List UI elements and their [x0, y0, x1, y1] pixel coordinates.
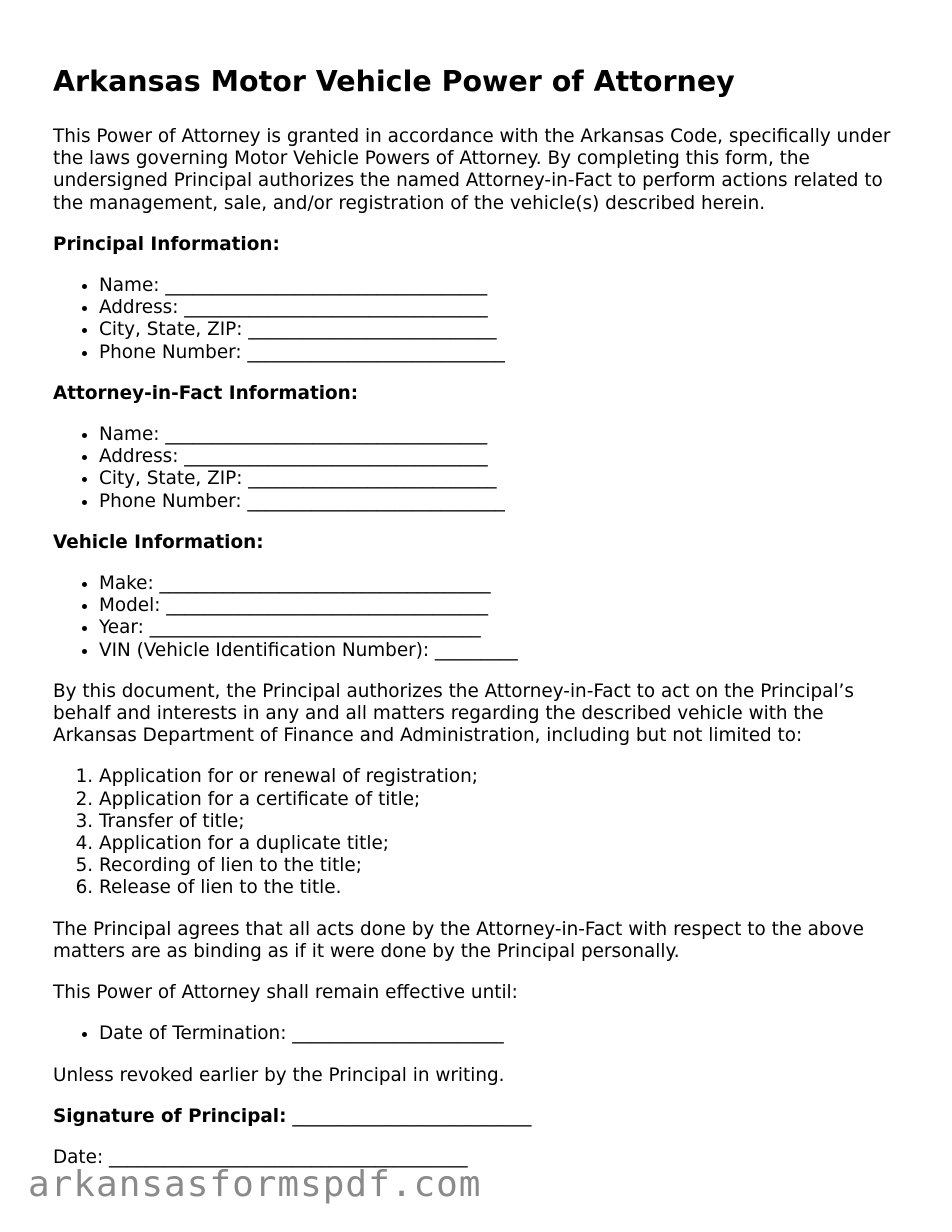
vehicle-vin-field[interactable]: • VIN (Vehicle Identification Number): _________ — [99, 640, 913, 662]
attorney-address-field[interactable]: • Address: _________________________________ — [99, 446, 913, 468]
attorney-city-field[interactable]: • City, State, ZIP: ___________________________ — [99, 468, 913, 490]
attorney-phone-field[interactable]: • Phone Number: ____________________________ — [99, 491, 913, 513]
powers-list — [53, 766, 913, 899]
principal-phone-field[interactable]: • Phone Number: ____________________________ — [99, 342, 913, 364]
attorney-list — [53, 424, 913, 513]
power-item: 4. Application for a duplicate title; — [99, 833, 913, 855]
vehicle-list — [53, 573, 913, 662]
signature-line[interactable] — [53, 1106, 913, 1128]
intro-paragraph: This Power of Attorney is granted in accordance with the Arkansas Code, specifically under the laws governing Motor Vehicle Powers of Attorney. By completing this form, the undersigned Principal authorizes the named Attorney-in-Fact to perform actions related to the management, sale, and/or registration of the vehicle(s) described herein. — [53, 126, 891, 214]
power-item: 5. Recording of lien to the title; — [99, 855, 913, 877]
effective-paragraph: This Power of Attorney shall remain effective until: — [53, 982, 518, 1004]
power-item: 2. Application for a certificate of title; — [99, 789, 913, 811]
attorney-name-field[interactable]: • Name: ___________________________________ — [99, 424, 913, 446]
principal-list — [53, 275, 913, 364]
site-watermark: arkansasformspdf.com — [28, 1164, 482, 1205]
signature-label: Signature of Principal: — [53, 1105, 287, 1127]
termination-date-field[interactable]: • Date of Termination: _______________________ — [99, 1023, 913, 1045]
vehicle-make-field[interactable]: • Make: ____________________________________ — [99, 573, 913, 595]
vehicle-year-field[interactable]: • Year: ____________________________________ — [99, 617, 913, 639]
attorney-heading: Attorney-in-Fact Information: — [53, 382, 359, 404]
signature-blank[interactable]: __________________________ — [286, 1105, 532, 1127]
date-field[interactable]: Date: _______________________________________ — [53, 1146, 468, 1168]
termination-list — [53, 1023, 913, 1045]
power-item: 1. Application for or renewal of registration; — [99, 766, 913, 788]
power-item: 6. Release of lien to the title. — [99, 877, 913, 899]
authorization-paragraph: By this document, the Principal authorizes the Attorney-in-Fact to act on the Principal’s behalf and interests in any and all matters regarding the described vehicle with the Arkansas Department of Finance and Administration, including but not limited to: — [53, 680, 854, 747]
vehicle-model-field[interactable]: • Model: ___________________________________ — [99, 595, 913, 617]
vehicle-heading: Vehicle Information: — [53, 531, 264, 553]
power-item: 3. Transfer of title; — [99, 811, 913, 833]
document-title: Arkansas Motor Vehicle Power of Attorney — [53, 65, 735, 98]
binding-paragraph: The Principal agrees that all acts done by the Attorney-in-Fact with respect to the above matters are as binding as if it were done by the Principal personally. — [53, 918, 864, 962]
revoked-paragraph: Unless revoked earlier by the Principal in writing. — [53, 1064, 505, 1086]
principal-address-field[interactable]: • Address: _________________________________ — [99, 297, 913, 319]
principal-name-field[interactable]: • Name: ___________________________________ — [99, 275, 913, 297]
document-page — [53, 60, 913, 1169]
principal-city-field[interactable]: • City, State, ZIP: ___________________________ — [99, 319, 913, 341]
principal-heading: Principal Information: — [53, 233, 280, 255]
